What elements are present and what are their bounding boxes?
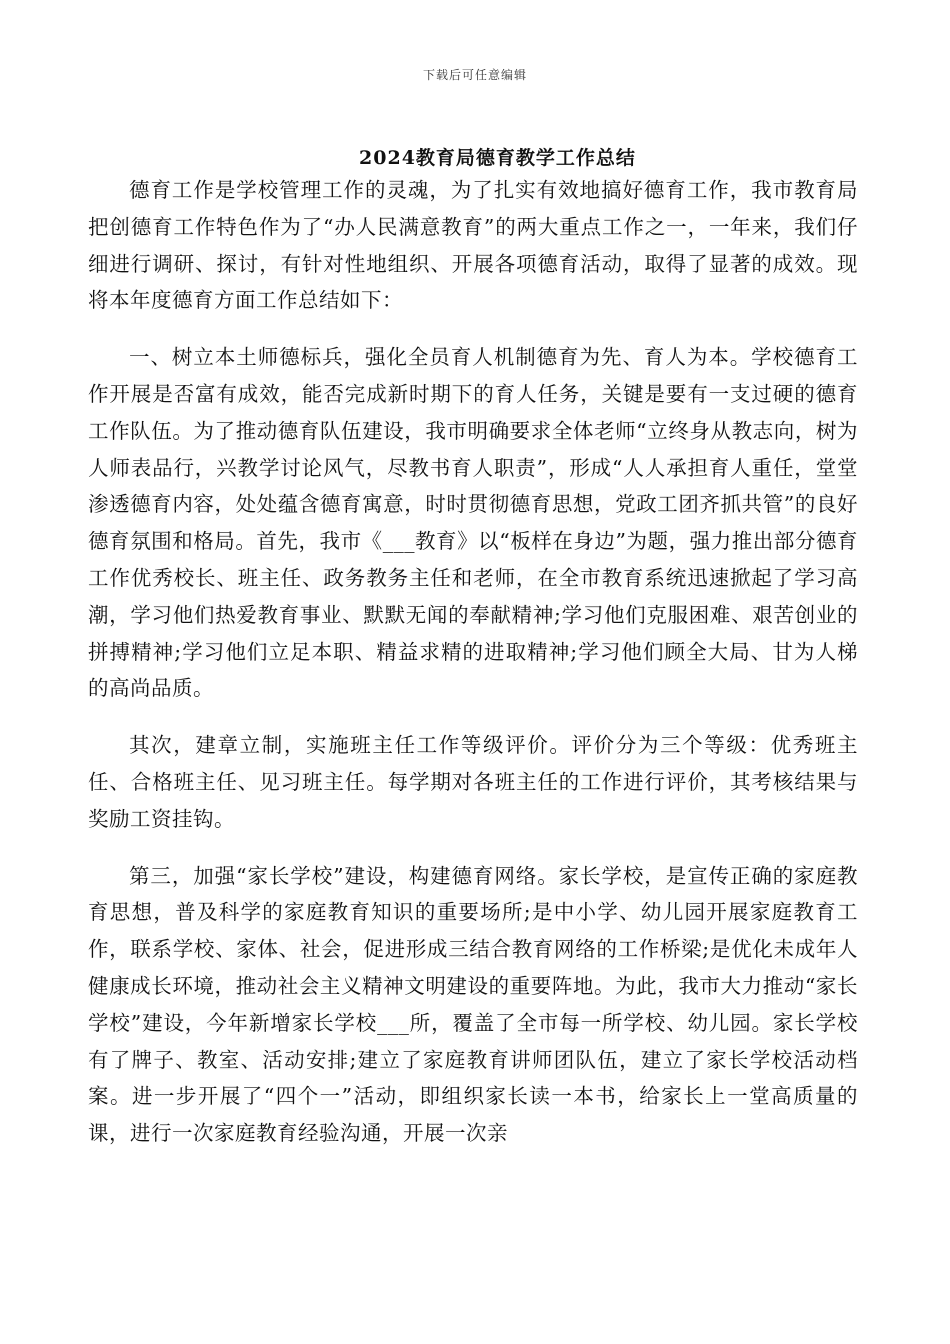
paragraph-second: 其次，建章立制，实施班主任工作等级评价。评价分为三个等级：优秀班主任、合格班主任、见习班主任。每学期对各班主任的工作进行评价，其考核结果与奖励工资挂钩。: [88, 733, 858, 831]
document-body: [88, 172, 858, 1172]
header-note: 下载后可任意编辑: [422, 68, 527, 82]
paragraph-third: 第三，加强“家长学校”建设，构建德育网络。家长学校，是宣传正确的家庭教育思想，普及科学的家庭教育知识的重要场所;是中小学、幼儿园开展家庭教育工作，联系学校、家体、社会，促进形成三结合教育网络的工作桥梁;是优化未成年人健康成长环境，推动社会主义精神文明建设的重要阵地。为此，我市大力推动“家长学校”建设，今年新增家长学校___所，覆盖了全市每一所学校、幼儿园。家长学校有了牌子、教室、活动安排;建立了家庭教育讲师团队伍，建立了家长学校活动档案。进一步开展了“四个一”活动，即组织家长读一本书，给家长上一堂高质量的课，进行一次家庭教育经验沟通，开展一次亲: [88, 863, 858, 1146]
paragraph-intro: 德育工作是学校管理工作的灵魂，为了扎实有效地搞好德育工作，我市教育局把创德育工作特色作为了“办人民满意教育”的两大重点工作之一，一年来，我们仔细进行调研、探讨，有针对性地组织、开展各项德育活动，取得了显著的成效。现将本年度德育方面工作总结如下：: [88, 178, 858, 313]
paragraph-section-one: 一、树立本土师德标兵，强化全员育人机制德育为先、育人为本。学校德育工作开展是否富有成效，能否完成新时期下的育人任务，关键是要有一支过硬的德育工作队伍。为了推动德育队伍建设，我市明确要求全体老师“立终身从教志向，树为人师表品行，兴教学讨论风气，尽教书育人职责”，形成“人人承担育人重任，堂堂渗透德育内容，处处蕴含德育寓意，时时贯彻德育思想，党政工团齐抓共管”的良好德育氛围和格局。首先，我市《___教育》以“板样在身边”为题，强力推出部分德育工作优秀校长、班主任、政务教务主任和老师，在全市教育系统迅速掀起了学习高潮，学习他们热爱教育事业、默默无闻的奉献精神;学习他们克服困难、艰苦创业的拼搏精神;学习他们立足本职、精益求精的进取精神;学习他们顾全大局、甘为人梯的高尚品质。: [88, 345, 858, 701]
document-title: 2024教育局德育教学工作总结: [359, 147, 636, 169]
